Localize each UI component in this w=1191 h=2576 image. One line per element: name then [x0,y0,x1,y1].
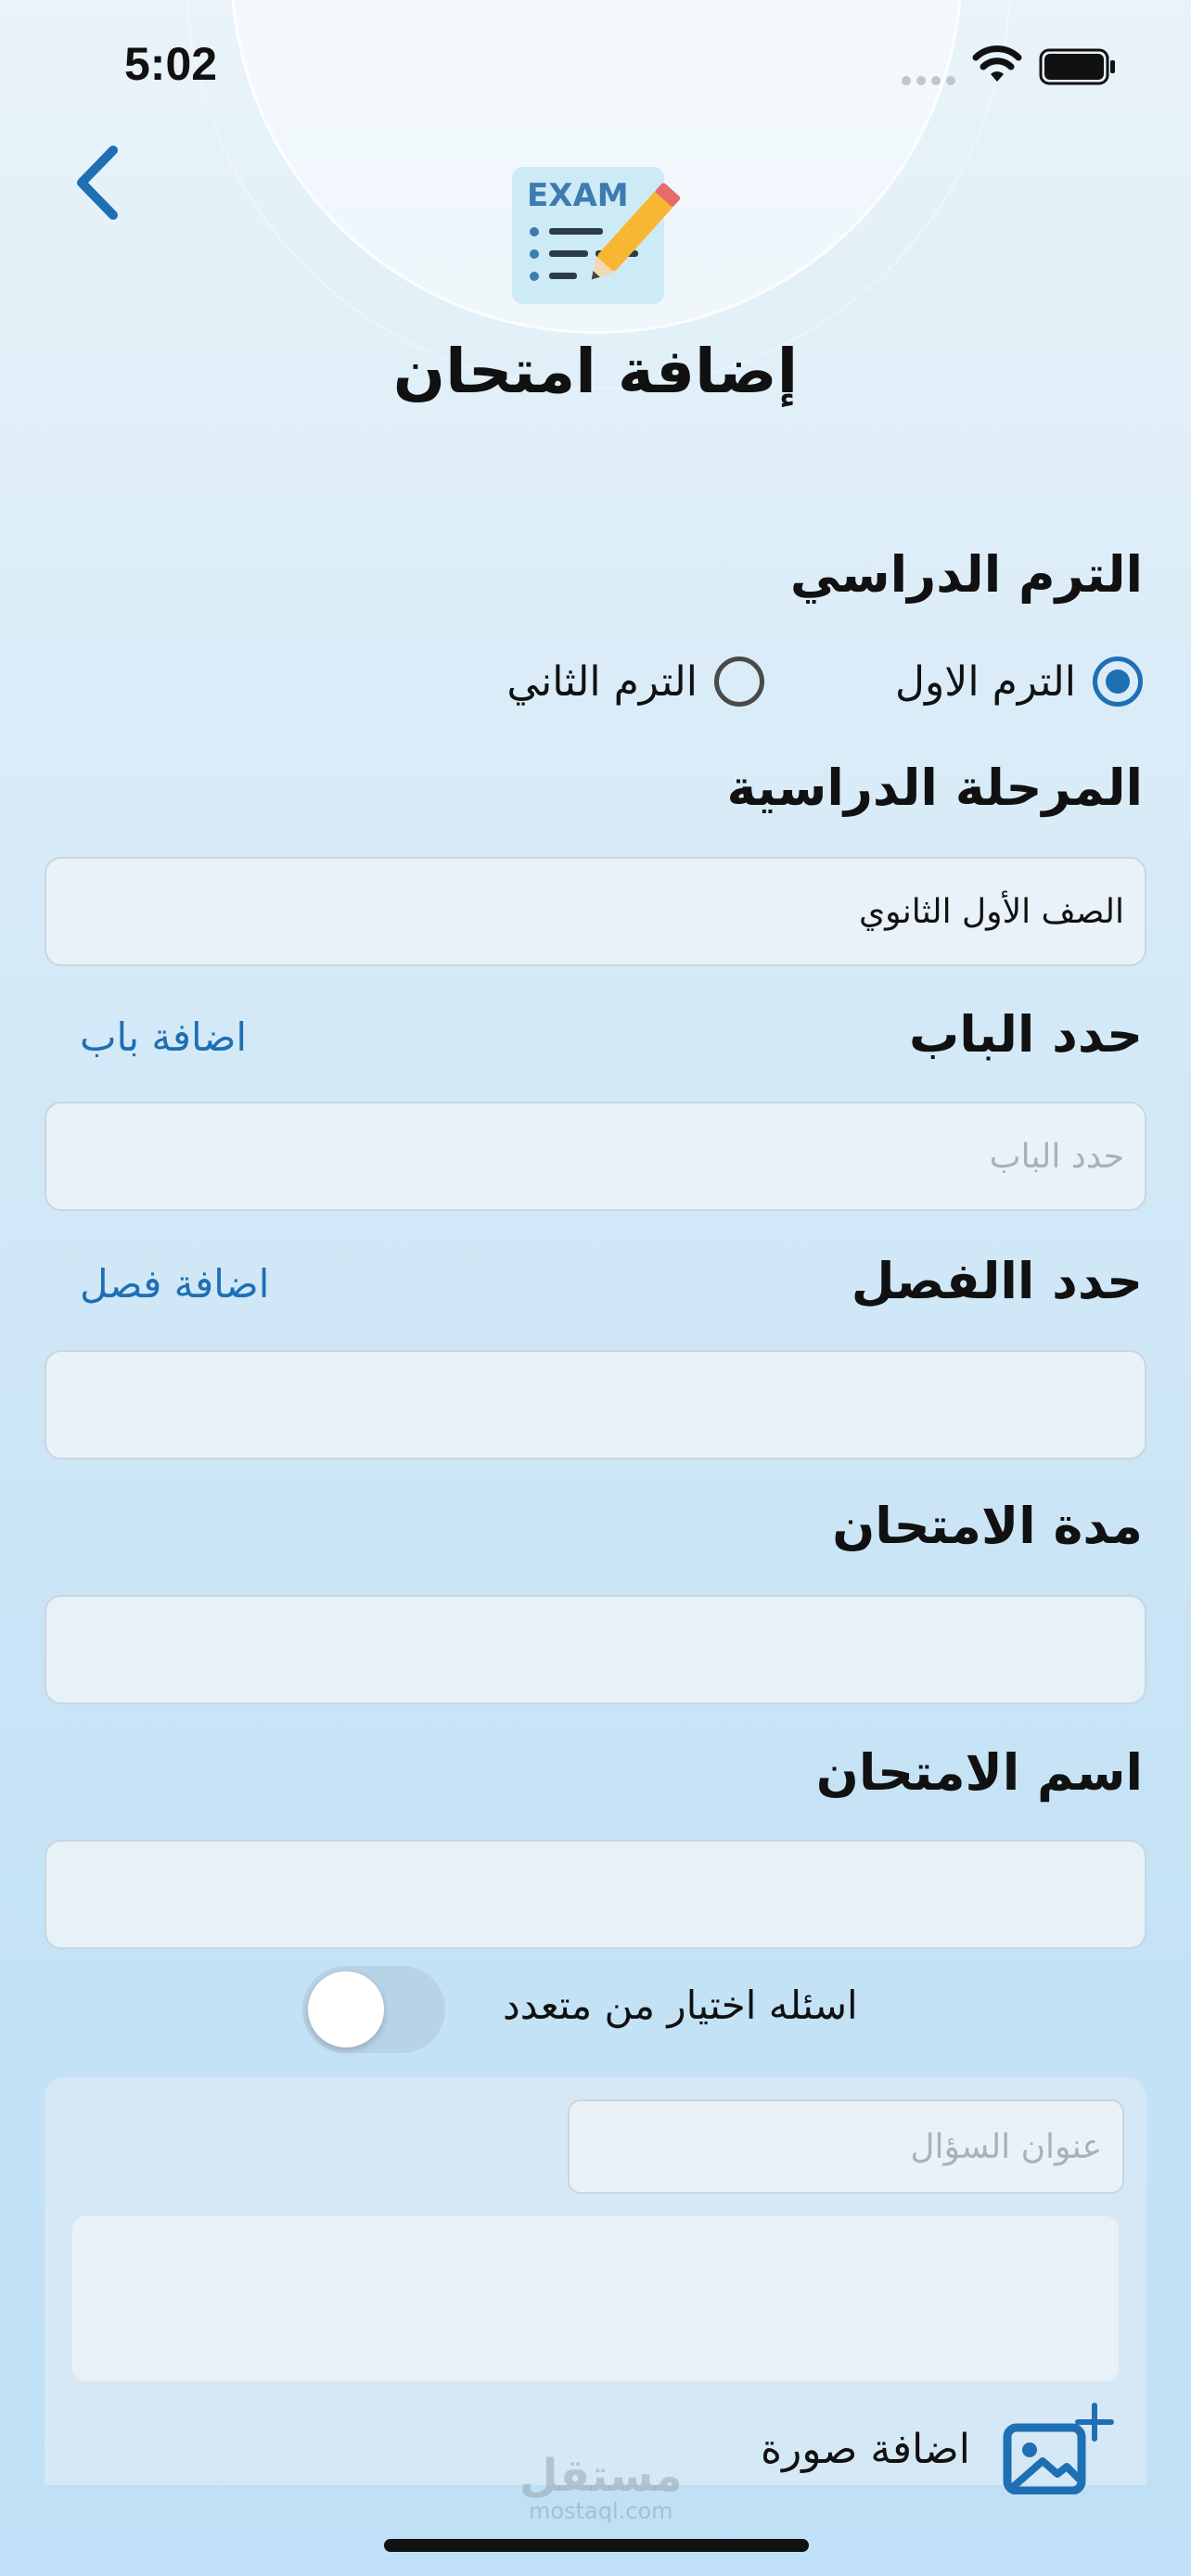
chapter-select[interactable] [45,1102,1146,1211]
duration-label: مدة الامتحان [832,1497,1143,1555]
add-image-icon[interactable] [1002,2402,1117,2494]
radio-term-second-label: الترم الثاني [506,657,698,706]
stage-label: المرحلة الدراسية [726,759,1143,817]
multiple-choice-row [0,1960,1191,2053]
cellular-signal-icon [902,76,955,85]
watermark [519,2450,683,2524]
add-image-label[interactable]: اضافة صورة [761,2426,970,2473]
add-chapter-link[interactable]: اضافة باب [80,1014,248,1060]
add-section-link[interactable]: اضافة فصل [80,1261,270,1307]
battery-icon [1039,48,1117,85]
watermark-latin: mostaql.com [529,2498,673,2524]
question-body-input[interactable] [72,2216,1119,2381]
watermark-arabic: مستقل [519,2450,683,2502]
chapter-placeholder: حدد الباب [989,1137,1124,1176]
question-title-placeholder: عنوان السؤال [910,2127,1102,2166]
radio-selected-icon [1093,657,1143,707]
page-title: إضافة امتحان [392,336,799,407]
home-indicator[interactable] [384,2539,809,2552]
status-bar [0,0,1191,130]
question-title-input[interactable] [568,2099,1124,2194]
stage-value: الصف الأول الثانوي [858,892,1124,931]
exam-icon [510,163,686,315]
wifi-icon [972,45,1022,85]
exam-name-label: اسم الامتحان [815,1743,1143,1802]
stage-select[interactable] [45,857,1146,966]
section-select[interactable] [45,1350,1146,1460]
radio-term-first[interactable] [895,649,1143,714]
status-time: 5:02 [124,38,218,90]
term-label: الترم الدراسي [789,545,1143,604]
toggle-knob [308,1971,384,2047]
back-button[interactable] [67,141,132,224]
section-label: حدد االفصل [851,1252,1143,1310]
exam-name-input[interactable] [45,1840,1146,1949]
radio-term-second[interactable] [506,649,764,714]
term-radio-group [308,649,1143,714]
radio-unselected-icon [714,657,764,707]
chapter-label: حدد الباب [909,1005,1143,1064]
multiple-choice-toggle[interactable] [302,1966,445,2053]
chevron-left-icon [67,141,132,224]
duration-input[interactable] [45,1595,1146,1704]
radio-term-first-label: الترم الاول [895,657,1076,706]
multiple-choice-label: اسئله اختيار من متعدد [503,1983,858,2028]
exam-icon-text: EXAM [527,177,629,214]
